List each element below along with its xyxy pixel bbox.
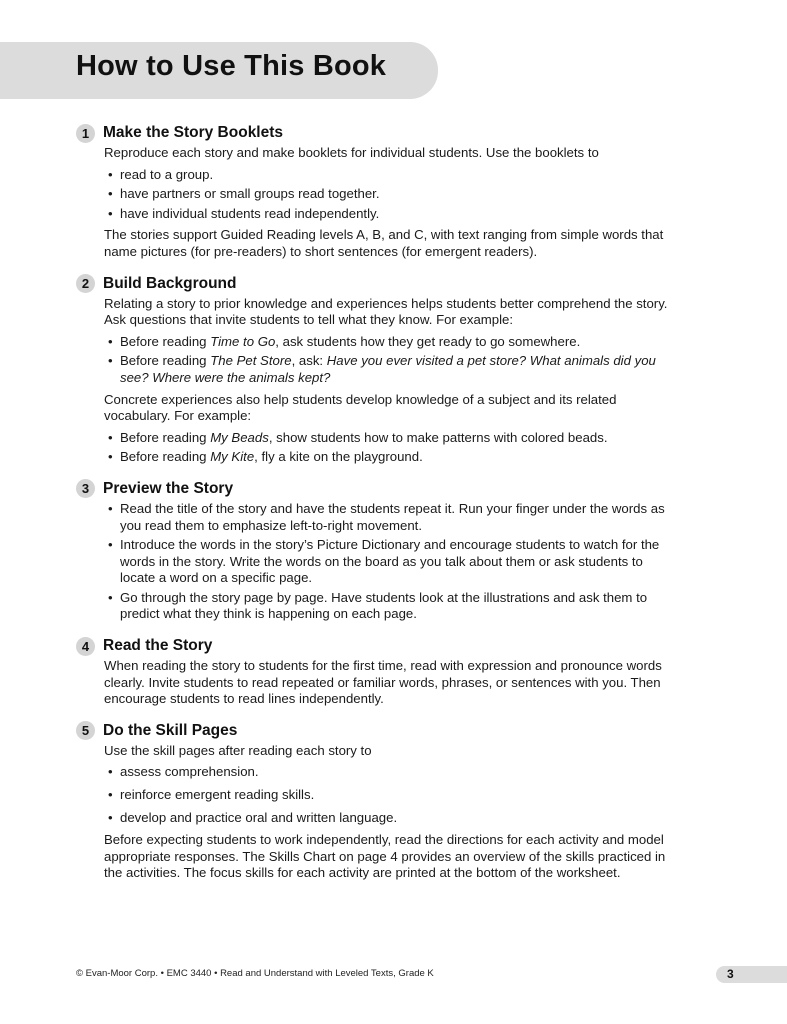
text-run: Before reading bbox=[120, 333, 211, 349]
list-item: • Introduce the words in the story’s Picture Dictionary and encourage students to watch for the words in the story. Write the words on the board as you talk about them or ask students to locate a word on a specific page. bbox=[104, 537, 676, 587]
page-title: How to Use This Book bbox=[76, 50, 387, 82]
section-heading bbox=[76, 635, 676, 657]
text-run: Before reading bbox=[120, 353, 211, 369]
section-body bbox=[104, 296, 676, 466]
page-number: 3 bbox=[727, 967, 734, 981]
book-title: My Kite bbox=[210, 449, 255, 465]
content bbox=[76, 122, 676, 894]
bullet-list bbox=[104, 167, 676, 223]
section-heading bbox=[76, 122, 676, 144]
section-title: Build Background bbox=[103, 274, 237, 292]
list-item: • have partners or small groups read together. bbox=[104, 186, 676, 203]
text-run: , ask: bbox=[291, 353, 327, 369]
section-title: Preview the Story bbox=[103, 479, 234, 497]
bullet-list bbox=[104, 334, 676, 387]
section-number-badge: 1 bbox=[76, 124, 95, 143]
list-item bbox=[104, 353, 676, 386]
section-body bbox=[104, 501, 676, 623]
section-heading bbox=[76, 478, 676, 500]
section-number-badge: 5 bbox=[76, 721, 95, 740]
example-question: Have you ever visited a pet store? What animals did you see? Where were the animals kept? bbox=[120, 353, 656, 385]
text-run: Before reading bbox=[120, 449, 211, 465]
bullet-list bbox=[104, 430, 676, 466]
book-title: The Pet Store bbox=[210, 353, 292, 369]
section-body bbox=[104, 743, 676, 882]
section-preview-story bbox=[76, 478, 676, 623]
section-skill-pages bbox=[76, 720, 676, 882]
section-heading bbox=[76, 720, 676, 742]
section-number-badge: 2 bbox=[76, 274, 95, 293]
list-item: • reinforce emergent reading skills. bbox=[104, 787, 676, 804]
section-body bbox=[104, 658, 676, 708]
section-title: Do the Skill Pages bbox=[103, 721, 238, 739]
book-title: Time to Go bbox=[210, 333, 276, 349]
section-make-booklets bbox=[76, 122, 676, 261]
section-intro: When reading the story to students for the first time, read with expression and pronounce words clearly. Invite students to read repeated or familiar words, phrases, or sentences with you. Then encourage students to read lines independently. bbox=[104, 658, 662, 707]
section-intro: Use the skill pages after reading each story to bbox=[104, 742, 372, 758]
section-read-story bbox=[76, 635, 676, 708]
book-title: My Beads bbox=[210, 429, 269, 445]
list-item: • read to a group. bbox=[104, 167, 676, 184]
section-outro: Before expecting students to work independently, read the directions for each activity and model appropriate responses. The Skills Chart on page 4 provides an overview of the skills practiced in the activities. The focus skills for each activity are printed at the bottom of the worksheet. bbox=[104, 832, 666, 881]
list-item: • Read the title of the story and have the students repeat it. Run your finger under the words as you read them to emphasize left-to-right movement. bbox=[104, 501, 676, 534]
section-title: Read the Story bbox=[103, 637, 213, 655]
text-run: , fly a kite on the playground. bbox=[254, 449, 423, 465]
section-title: Make the Story Booklets bbox=[103, 124, 284, 141]
list-item: • have individual students read independently. bbox=[104, 206, 676, 223]
section-heading bbox=[76, 273, 676, 295]
text-run: Before reading bbox=[120, 429, 211, 445]
section-build-background bbox=[76, 273, 676, 466]
list-item: • assess comprehension. bbox=[104, 764, 676, 781]
list-item: • Go through the story page by page. Have students look at the illustrations and ask them to predict what they think is happening on each page. bbox=[104, 590, 676, 623]
footer-credit: © Evan-Moor Corp. • EMC 3440 • Read and Understand with Leveled Texts, Grade K bbox=[76, 968, 434, 979]
section-middle: Concrete experiences also help students develop knowledge of a subject and its related vocabulary. For example: bbox=[104, 391, 617, 424]
section-outro: The stories support Guided Reading levels A, B, and C, with text ranging from simple words that name pictures (for pre-readers) to short sentences (for emergent readers). bbox=[104, 227, 664, 259]
bullet-list bbox=[104, 764, 676, 826]
section-number-badge: 4 bbox=[76, 637, 95, 656]
bullet-list bbox=[104, 501, 676, 623]
section-body bbox=[104, 145, 676, 261]
text-run: , show students how to make patterns with colored beads. bbox=[268, 429, 608, 445]
list-item bbox=[104, 449, 676, 466]
list-item bbox=[104, 430, 676, 447]
list-item: • develop and practice oral and written language. bbox=[104, 810, 676, 827]
section-intro: Reproduce each story and make booklets for individual students. Use the booklets to bbox=[104, 145, 599, 160]
list-item bbox=[104, 334, 676, 351]
section-intro: Relating a story to prior knowledge and experiences helps students better comprehend the story. Ask questions that invite students to tell what they know. For example: bbox=[104, 295, 668, 328]
text-run: , ask students how they get ready to go somewhere. bbox=[275, 333, 581, 349]
section-number-badge: 3 bbox=[76, 479, 95, 498]
